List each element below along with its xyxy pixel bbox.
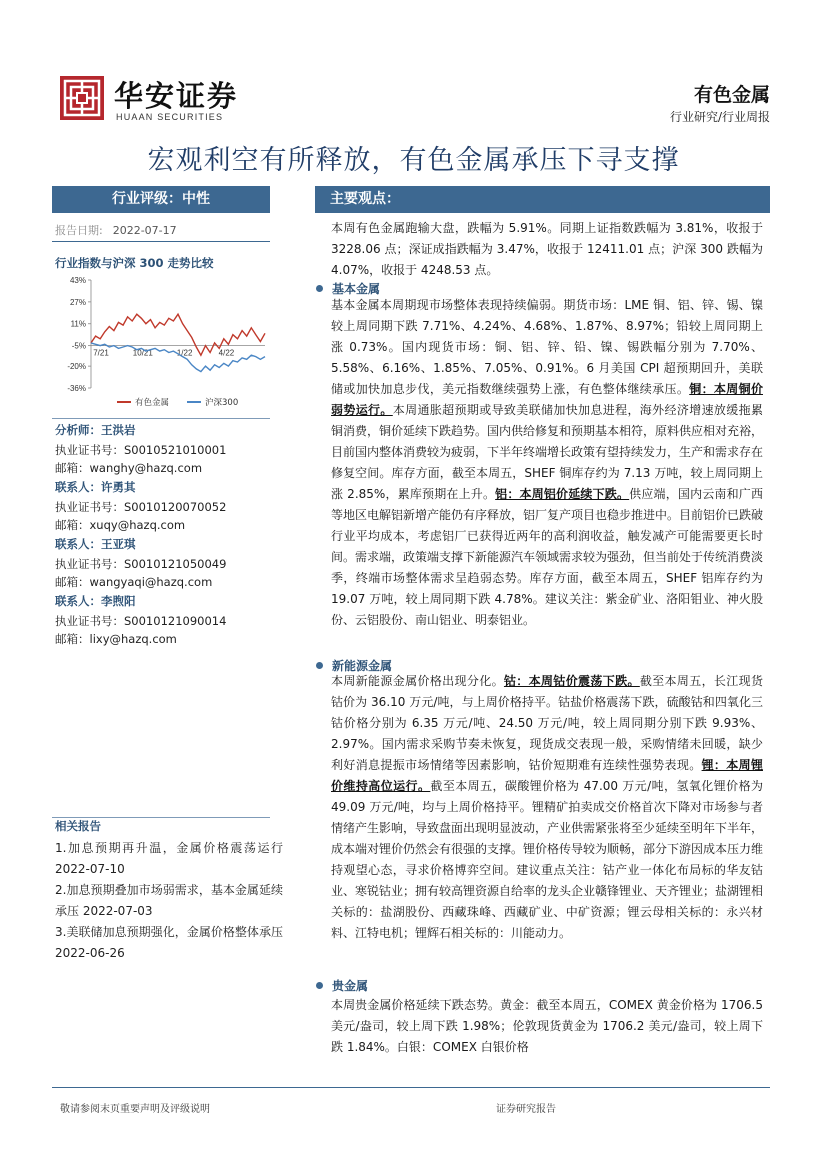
contact1-cert: 执业证书号：S0010120070052 <box>55 500 227 514</box>
sector-title: 有色金属 <box>693 84 770 106</box>
logo-text-en: HUAAN SECURITIES <box>116 112 224 122</box>
chart-x-tick-label: 1/22 <box>176 348 193 358</box>
bullet-icon <box>316 662 323 669</box>
aluminum-highlight: 铝：本周铝价延续下跌。 <box>495 487 630 501</box>
page-title: 宏观利空有所释放，有色金属承压下寻支撑 <box>147 145 680 176</box>
aluminum-text: 供应端，国内云南和广西等地区电解铝新增产能仍有序释放，铝厂复产项目也稳步推进中。目前铝价已跌破行业平均成本，考虑铝厂已获得近两年的高利润收益，触发减产可能需要更长时间。需求端，政策端支撑下新能源汽车领域需求较为强劲，但当前处于传统消费淡季，终端市场整体需求呈趋弱态势。库存方面，截至本周五，SHEF 铝库存约为 19.07 万吨，较上周同期下跌 4.78%。建议关注：紫金矿业、洛阳钼业、神火股份、云铝股份、南山铝业、明泰铝业。 <box>331 487 764 627</box>
chart-legend <box>117 397 238 408</box>
sidebar-rule <box>52 418 270 419</box>
views-heading: 主要观点： <box>330 191 400 207</box>
analyst-email[interactable]: 邮箱：wanghy@hazq.com <box>55 461 203 475</box>
contact1-heading: 联系人：许勇其 <box>55 480 136 494</box>
bullet-icon <box>316 285 323 292</box>
sector-subtitle: 行业研究/行业周报 <box>669 110 770 124</box>
lithium-highlight: 锂：本周锂价维持高位运行。 <box>331 758 763 793</box>
chart-x-tick-label: 4/22 <box>218 348 235 358</box>
section-precious-heading <box>316 977 368 994</box>
cobalt-highlight: 钴：本周钴价震荡下跌。 <box>503 674 640 688</box>
analyst-heading: 分析师：王洪岩 <box>55 423 136 437</box>
chart-y-tick-label: 27% <box>69 297 86 307</box>
section-new-energy-body <box>331 671 763 944</box>
section-precious-body: 本周贵金属价格延续下跌态势。黄金：截至本周五，COMEX 黄金价格为 1706.5 美元/盎司，较上周下跌 1.98%；伦敦现货黄金为 1706.2 美元/盎司，较上周下跌 1.84%。白银：COMEX 白银价格 <box>331 998 763 1054</box>
section-precious-title: 贵金属 <box>332 979 369 993</box>
contact3-heading: 联系人：李煦阳 <box>55 594 136 608</box>
contact3-email[interactable]: 邮箱：lixy@hazq.com <box>55 632 177 646</box>
chart-y-tick-label: -5% <box>71 341 86 351</box>
chart-y-tick-label: -36% <box>67 384 86 393</box>
section-new-energy-title: 新能源金属 <box>332 659 393 673</box>
contact3-cert: 执业证书号：S0010121090014 <box>55 614 227 628</box>
chart-legend-label: 沪深300 <box>205 398 239 408</box>
related-report-3[interactable]: 3.美联储加息预期强化，金属价格整体承压 2022-06-26 <box>55 925 283 960</box>
page-header <box>60 68 770 130</box>
huaan-logo-icon <box>60 76 104 120</box>
views-intro: 本周有色金属跑输大盘，跌幅为 5.91%。同期上证指数跌幅为 3.81%，收报于 3228.06 点；深证成指跌幅为 3.47%，收报于 12411.01 点；沪深 300 跌幅为 4.07%，收报于 4248.53 点。 <box>331 221 763 277</box>
trend-chart <box>55 276 270 412</box>
logo-text-cn: 华安证券 <box>114 79 239 113</box>
section-base-metals-body <box>331 295 763 631</box>
report-date <box>55 222 177 238</box>
related-heading: 相关报告 <box>55 819 101 833</box>
rating-badge: 行业评级：中性 <box>52 186 270 213</box>
contact2-email[interactable]: 邮箱：wangyaqi@hazq.com <box>55 575 213 589</box>
report-date-value: 2022-07-17 <box>112 224 177 237</box>
chart-y-tick-label: -20% <box>67 362 86 372</box>
chart-x-tick-label: 10/21 <box>132 348 153 358</box>
chart-lines <box>91 314 265 371</box>
base-metals-overview: 基本金属本周期现市场整体表现持续偏弱。期货市场：LME 铜、铝、锌、锡、镍较上周同期下跌 7.71%、4.24%、4.68%、1.87%、8.97%；铅较上周同期上涨 0.73%。国内现货市场：铜、铝、锌、铅、镍、锡跌幅分别为 7.70%、5.58%、6.16%、1.85%、7.05%、0.91%。6 月美国 CPI 超预期回升，美联储或加快加息步伐，美元指数继续强势上涨，有色整体继续承压。 <box>331 298 763 396</box>
new-energy-overview: 本周新能源金属价格出现分化。 <box>331 674 504 688</box>
footer-rule <box>52 1087 770 1088</box>
footer-label: 证券研究报告 <box>496 1104 556 1115</box>
chart-y-tick-label: 11% <box>70 319 86 329</box>
section-base-metals-title: 基本金属 <box>332 282 381 296</box>
report-date-label: 报告日期: <box>55 224 103 237</box>
footer-disclaimer[interactable]: 敬请参阅末页重要声明及评级说明 <box>60 1104 210 1115</box>
chart-legend-label: 有色金属 <box>135 398 170 408</box>
bullet-icon <box>316 982 323 989</box>
chart-axes <box>67 276 265 393</box>
lithium-text: 截至本周五，碳酸锂价格为 47.00 万元/吨，氢氧化锂价格为 49.09 万元/吨，均与上周价格持平。锂精矿拍卖成交价格首次下降对市场参与者情绪产生影响，导致盘面出现明显波动，产业供需紧张将至少延续至明年下半年，成本端对锂价仍然会有很强的支撑。锂价格传导较为顺畅，部分下游因成本压力维持观望心态，寻求价格博弈空间。建议重点关注：钴产业一体化布局标的华友钴业、寒锐钴业；拥有较高锂资源自给率的龙头企业赣锋锂业、天齐锂业；盐湖锂相关标的：盐湖股份、西藏珠峰、西藏矿业、中矿资源；锂云母相关标的：永兴材料、江特电机；锂辉石相关标的：川能动力。 <box>331 779 764 940</box>
cobalt-text: 截至本周五，长江现货钴价为 36.10 万元/吨，与上周价格持平。钴盐价格震荡下跌，硫酸钴和四氧化三钴价格分别为 6.35 万元/吨、24.50 万元/吨，较上周同期分别下跌 9.93%、2.97%。国内需求采购节奏未恢复，现货成交表现一般，采购情绪未回暖，缺少利好消息提振市场情绪等因素影响，钴价短期难有连续性强势表现。 <box>331 674 763 772</box>
related-report-2[interactable]: 2.加息预期叠加市场弱需求，基本金属延续承压 2022-07-03 <box>55 883 283 918</box>
analyst-cert: 执业证书号：S0010521010001 <box>55 443 227 457</box>
contact2-cert: 执业证书号：S0010121050049 <box>55 557 227 571</box>
chart-x-tick-label: 7/21 <box>93 348 109 358</box>
related-report-1[interactable]: 1.加息预期再升温，金属价格震荡运行 2022-07-10 <box>55 841 283 876</box>
chart-y-tick-label: 43% <box>69 276 86 285</box>
contact2-heading: 联系人：王亚琪 <box>55 537 136 551</box>
copper-text: 本周通胀超预期或导致美联储加快加息进程，海外经济增速放缓拖累铜消费，铜价延续下跌趋势。国内供给修复和预期基本相符，原料供应相对充裕，目前国内整体消费较为疲弱，下半年终端增长政策有望持续发力，生产和需求存在修复空间。库存方面，截至本周五，SHEF 铜库存约为 7.13 万吨，较上周同期上涨 2.85%，累库预期在上升。 <box>331 403 764 501</box>
sidebar-divider <box>52 241 270 242</box>
chart-title: 行业指数与沪深 300 走势比较 <box>55 256 214 270</box>
contact1-email[interactable]: 邮箱：xuqy@hazq.com <box>55 518 186 532</box>
copper-highlight: 铜：本周铜价弱势运行。 <box>331 382 763 417</box>
